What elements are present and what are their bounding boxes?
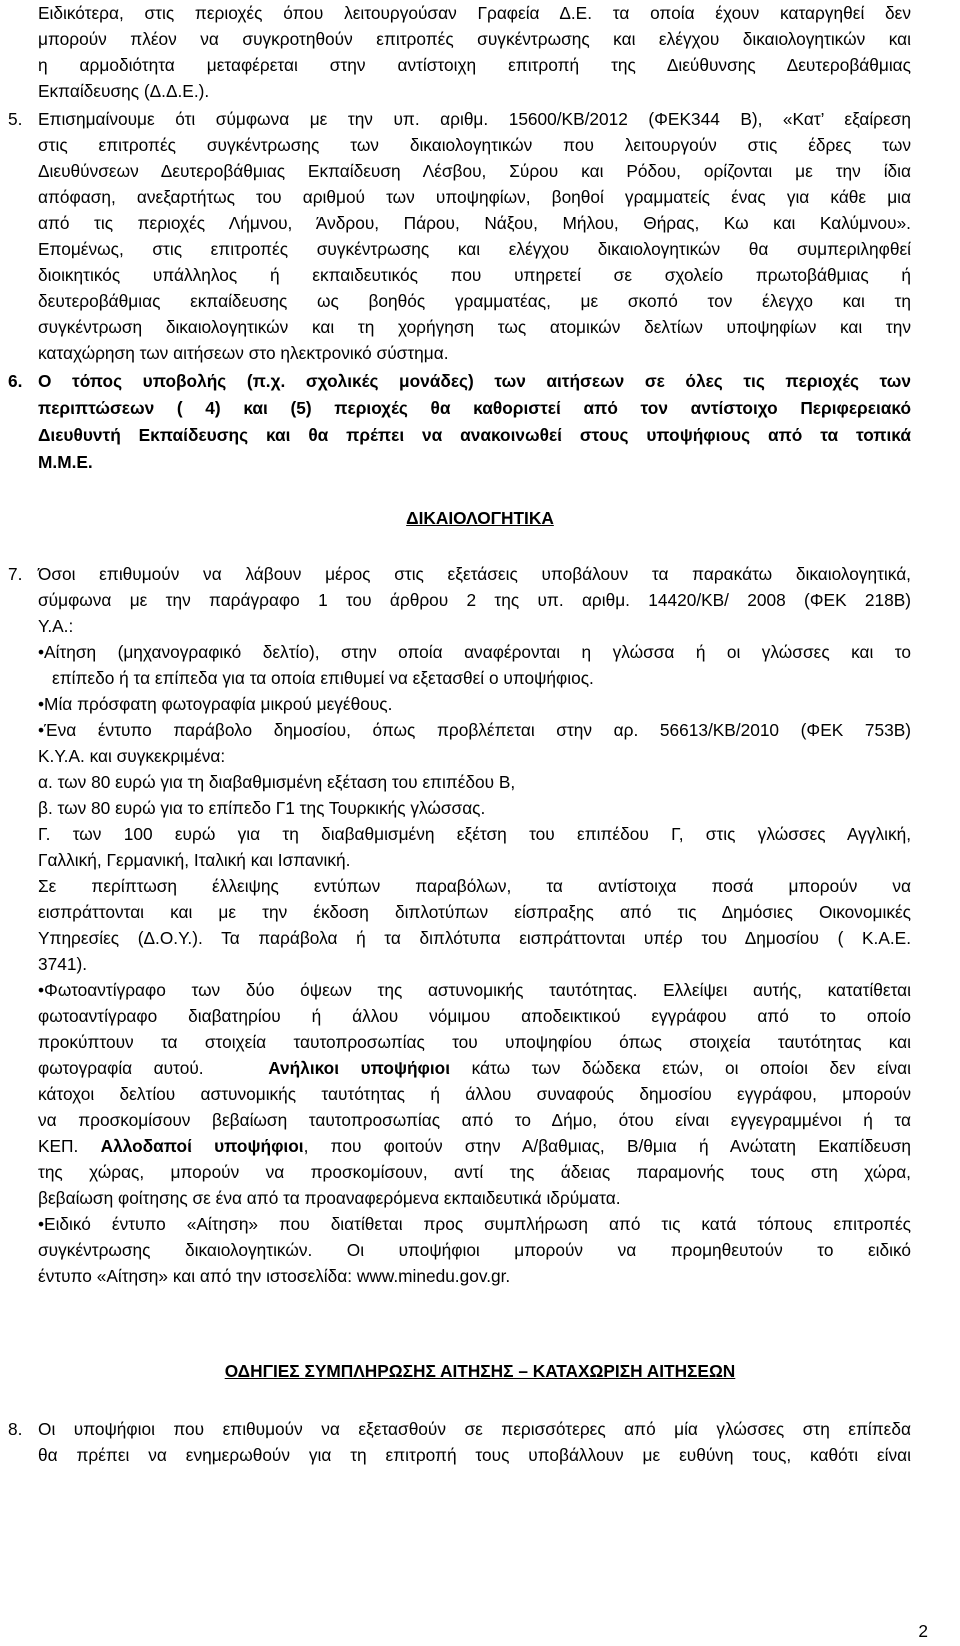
text-line: α. των 80 ευρώ για τη διαβαθμισμένη εξέταση του επιπέδου Β, [38,772,516,792]
bold-phrase: Ανήλικοι υποψήφιοι [268,1058,451,1078]
text-line: Όσοι επιθυμούν να λάβουν μέρος στις εξετάσεις υποβάλουν τα παρακάτω δικαιολογητικά, [38,564,911,584]
text-line: επίπεδο ή τα επίπεδα για τα οποία επιθυμεί να εξετασθεί ο υποψήφιος. [52,668,594,688]
bullet-line: •Φωτοαντίγραφο των δύο όψεων της αστυνομικής ταυτότητας. Ελλείψει αυτής, κατατίθεται [38,980,911,1000]
text-line: θα πρέπει να ενημερωθούν για τη επιτροπή τους υποβάλλουν με ευθύνη τους, καθότι είναι [38,1445,911,1465]
text-line: καταχώρηση των αιτήσεων στο ηλεκτρονικό σύστημα. [38,343,449,363]
text-line: Ειδικότερα, στις περιοχές όπου λειτουργούσαν Γραφεία Δ.Ε. τα οποία έχουν καταργηθεί δεν [38,3,911,23]
bullet-line: •Μία πρόσφατη φωτογραφία μικρού μεγέθους. [38,694,393,714]
text-line: 3741). [38,954,88,974]
text-line: συγκέντρωση δικαιολογητικών και τη χορήγηση τως ατομικών δελτίων υποψηφίων και την [38,317,911,337]
text-line-mixed: ΚΕΠ. Αλλοδαποί υποψήφιοι, που φοιτούν στην Α/βαθμιας, Β/θμια ή Ανώτατη Εκαπίδευση [38,1136,911,1156]
item-number: 5. [8,109,23,129]
item-number: 6. [8,371,23,391]
text-line: Κ.Υ.Α. και συγκεκριμένα: [38,746,226,766]
bullet-line: •Ειδικό έντυπο «Αίτηση» που διατίθεται προς συμπλήρωση από τις κατά τόπους επιτροπές [38,1214,911,1234]
text-line: Επισημαίνουμε ότι σύμφωνα με την υπ. αριθμ. 15600/ΚΒ/2012 (ΦΕΚ344 Β), «Κατ’ εξαίρεση [38,109,911,129]
text-line: Υπηρεσίες (Δ.Ο.Υ.). Τα παράβολα ή τα διπλότυπα εισπράττονται υπέρ του Δημοσίου ( Κ.Α.Ε. [38,928,911,948]
text-line: προκύπτουν τα στοιχεία ταυτοπροσωπίας του υποψηφίου όπως στοιχεία ταυτότητας και [38,1032,911,1052]
text-line-bold: Ο τόπος υποβολής (π.χ. σχολικές μονάδες) των αιτήσεων σε όλες τις περιοχές των [38,371,911,391]
text-line: δευτεροβάθμιας εκπαίδευσης ως βοηθός γραμματέας, με σκοπό τον έλεγχο και τη [38,291,911,311]
text-line: στις επιτροπές συγκέντρωσης των δικαιολογητικών που λειτουργούν στις έδρες των [38,135,911,155]
section-heading: ΔΙΚΑΙΟΛΟΓΗΤΙΚΑ [406,508,554,528]
text-line: Σε περίπτωση έλλειψης εντύπων παραβόλων, τα αντίστοιχα ποσά μπορούν να [38,876,911,896]
text-line: Εκπαίδευσης (Δ.Δ.Ε.). [38,81,210,101]
text-line: βεβαίωση φοίτησης σε ένα από τα προαναφερόμενα εκπαιδευτικά ιδρύματα. [38,1188,621,1208]
text-line: Υ.Α.: [38,616,74,636]
item-number: 7. [8,564,23,584]
text-line: η αρμοδιότητα μεταφέρεται στην αντίστοιχη επιτροπή της Διεύθυνσης Δευτεροβάθμιας [38,55,911,75]
text-line: από τις περιοχές Λήμνου, Άνδρου, Πάρου, Νάξου, Μήλου, Θήρας, Κω και Καλύμνου». [38,213,911,233]
bullet-line: •Αίτηση (μηχανογραφικό δελτίο), στην οποία αναφέρονται η γλώσσα ή οι γλώσσες και το [38,642,911,662]
text-line: σύμφωνα με την παράγραφο 1 του άρθρου 2 της υπ. αριθμ. 14420/ΚΒ/ 2008 (ΦΕΚ 218Β) [38,590,911,610]
text-line-bold: Διευθυντή Εκπαίδευσης και θα πρέπει να ανακοινωθεί στους υποψήφιους από τα τοπικά [38,425,911,445]
text-line: Επομένως, στις επιτροπές συγκέντρωσης και ελέγχου δικαιολογητικών θα συμπεριληφθεί [38,239,911,259]
text-line: να προσκομίσουν βεβαίωση ταυτοπροσωπίας από το Δήμο, ότου είναι εγγεγραμμένοι ή τα [38,1110,911,1130]
text-line: μπορούν πλέον να συγκροτηθούν επιτροπές συγκέντρωσης και ελέγχου δικαιολογητικών και [38,29,911,49]
text-line: Γ. των 100 ευρώ για τη διαβαθμισμένη εξέτση του επιπέδου Γ, στις γλώσσες Αγγλική, [38,824,911,844]
text-line: έντυπο «Αίτηση» και από την ιστοσελίδα: www.minedu.gov.gr. [38,1266,511,1286]
item-number: 8. [8,1419,23,1439]
text-line: απόφαση, ανεξαρτήτως του αριθμού των υποψηφίων, βοηθοί γραμματείς ένας για κάθε μια [38,187,911,207]
bullet-line: •Ένα έντυπο παράβολο δημοσίου, όπως προβλέπεται στην αρ. 56613/ΚΒ/2010 (ΦΕΚ 753Β) [38,720,911,740]
text-line: διοικητικός υπάλληλος ή εκπαιδευτικός που υπηρετεί σε σχολείο πρωτοβάθμιας ή [38,265,911,285]
text-line: της χώρας, μπορούν να προσκομίσουν, αντί της άδειας παραμονής τους στη χώρα, [38,1162,911,1182]
text-line: Οι υποψήφιοι που επιθυμούν να εξετασθούν σε περισσότερες από μία γλώσσες στη επίπεδα [38,1419,911,1439]
text-line: Γαλλική, Γερμανική, Ιταλική και Ισπανική. [38,850,351,870]
text-line: κάτοχοι δελτίου αστυνομικής ταυτότητας ή άλλου συναφούς δημοσίου εγγράφου, μπορούν [38,1084,911,1104]
text-line-bold: περιπτώσεων ( 4) και (5) περιοχές θα καθοριστεί από τον αντίστοιχο Περιφερειακό [38,398,911,418]
text-line-bold: Μ.Μ.Ε. [38,452,93,472]
page-number: 2 [918,1621,928,1641]
section-heading: ΟΔΗΓΙΕΣ ΣΥΜΠΛΗΡΩΣΗΣ ΑΙΤΗΣΗΣ – ΚΑΤΑΧΩΡΙΣΗ ΑΙΤΗΣΕΩΝ [224,1361,736,1381]
text-line: φωτοαντίγραφο διαβατηρίου ή άλλου νόμιμου αποδεικτικού εγγράφου από το οποίο [38,1006,911,1026]
bold-phrase: Αλλοδαποί υποψήφιοι [100,1136,304,1156]
text-line: β. των 80 ευρώ για το επίπεδο Γ1 της Τουρκικής γλώσσας. [38,798,486,818]
text-line-mixed: φωτογραφία αυτού. Ανήλικοι υποψήφιοι κάτω των δώδεκα ετών, οι οποίοι δεν είναι [38,1058,912,1078]
text-line: Διευθύνσεων Δευτεροβάθμιας Εκπαίδευση Λέσβου, Σύρου και Ρόδου, ορίζονται με την ίδια [38,161,911,181]
text-line: εισπράττονται και με την έκδοση διπλοτύπων είσπραξης από τις Δημόσιες Οικονομικές [38,902,911,922]
text-line: συγκέντρωσης δικαιολογητικών. Οι υποψήφιοι μπορούν να προμηθευτούν το ειδικό [38,1240,911,1260]
